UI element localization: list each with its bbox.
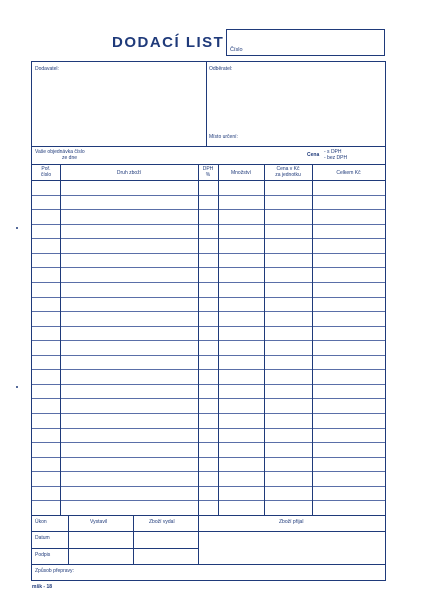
- col-header-vat: DPH %: [202, 166, 214, 178]
- price-without-vat-label: - bez DPH: [324, 155, 348, 161]
- col-header-quantity: Množství: [230, 170, 251, 176]
- signoff-goods-released-label: Zboží vydal: [149, 519, 175, 525]
- table-row-line: [32, 238, 385, 239]
- signoff-row-line: [32, 531, 198, 532]
- table-row-line: [32, 500, 385, 501]
- table-row-line: [32, 355, 385, 356]
- form-code: mšk - 18: [32, 584, 53, 590]
- table-row-line: [32, 297, 385, 298]
- table-row-line: [32, 209, 385, 210]
- table-row-line: [32, 413, 385, 414]
- col-header-total: Celkem Kč: [336, 170, 361, 176]
- signoff-date-label: Datum: [35, 535, 50, 541]
- document-number-label: Číslo: [230, 47, 243, 53]
- transport-method-label: Způsob přepravy:: [35, 568, 74, 574]
- table-row-line: [32, 457, 385, 458]
- document-number-field[interactable]: [226, 29, 385, 56]
- table-row-line: [32, 340, 385, 341]
- page-title: DODACÍ LIST: [112, 34, 225, 51]
- table-header-divider: [32, 180, 385, 181]
- table-row-line: [32, 369, 385, 370]
- signoff-action-label: Úkon: [35, 519, 47, 525]
- signoff-goods-received-label: Zboží přijal: [279, 519, 304, 525]
- table-column-line: [264, 164, 265, 515]
- signoff-column-line: [68, 515, 69, 564]
- table-row-line: [32, 398, 385, 399]
- supplier-label: Dodavatel:: [35, 66, 59, 72]
- destination-label: Místo určení:: [209, 134, 238, 140]
- signoff-issued-by-label: Vystavil: [90, 519, 108, 525]
- table-row-line: [32, 311, 385, 312]
- col-header-unit-price: Cena v Kč za jednotku: [275, 166, 301, 178]
- signoff-row-line: [32, 548, 198, 549]
- table-row-line: [32, 384, 385, 385]
- order-date-label: ze dne: [62, 155, 78, 161]
- table-column-line: [198, 164, 199, 515]
- col-header-goods: Druh zboží: [116, 170, 142, 176]
- price-with-vat-label: - s DPH: [324, 149, 342, 155]
- table-row-line: [32, 442, 385, 443]
- col-header-position: Poř. číslo: [40, 166, 52, 178]
- table-row-line: [32, 471, 385, 472]
- table-row-line: [32, 224, 385, 225]
- table-row-line: [32, 282, 385, 283]
- table-row-line: [32, 326, 385, 327]
- signoff-column-line: [198, 515, 199, 564]
- table-column-line: [312, 164, 313, 515]
- table-column-line: [60, 164, 61, 515]
- table-row-line: [32, 253, 385, 254]
- delivery-note-form: [31, 61, 386, 581]
- table-row-line: [32, 267, 385, 268]
- table-row-line: [32, 486, 385, 487]
- table-row-line: [32, 428, 385, 429]
- table-row-line: [32, 195, 385, 196]
- punch-hole-mark: [16, 386, 18, 388]
- signoff-column-line: [133, 515, 134, 564]
- customer-label: Odběratel:: [209, 66, 233, 72]
- signoff-signature-label: Podpis: [35, 552, 51, 558]
- table-column-line: [218, 164, 219, 515]
- table-bottom-border: [32, 515, 385, 516]
- signoff-row-line: [198, 531, 385, 532]
- punch-hole-mark: [16, 227, 18, 229]
- signoff-bottom-line: [32, 564, 385, 565]
- price-label: Cena: [307, 152, 320, 158]
- items-table: [32, 62, 385, 580]
- order-number-label: Vaše objednávka číslo: [35, 149, 85, 155]
